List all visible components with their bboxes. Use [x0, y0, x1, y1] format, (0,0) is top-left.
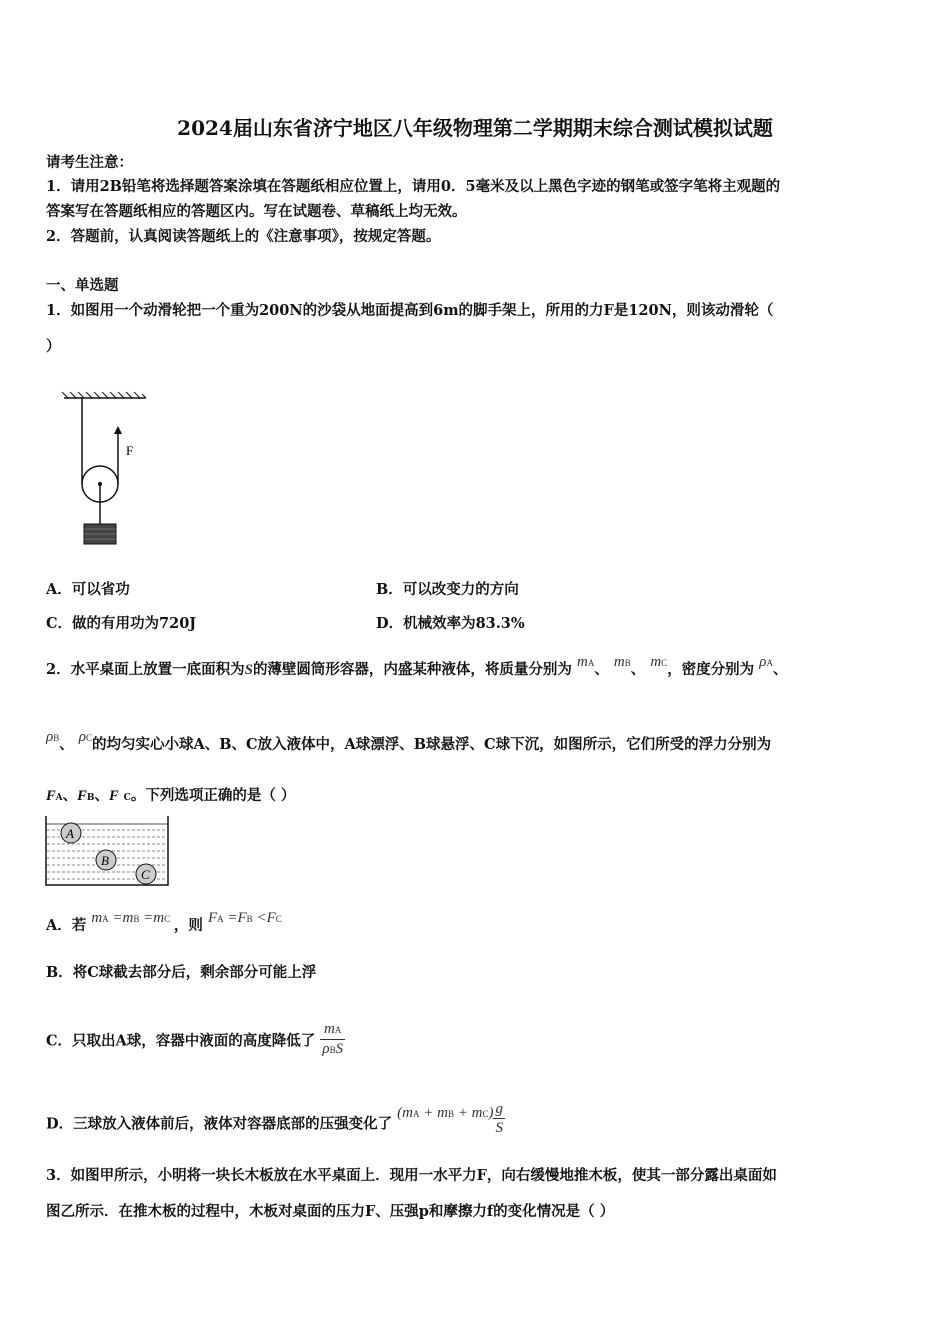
section-heading: 一、单选题: [46, 277, 119, 294]
q3-stem-line-1: 3．如图甲所示，小明将一块长木板放在水平桌面上．现用一水平力F，向右缓慢地推木板，使其一部分露出桌面如: [46, 1167, 777, 1184]
q1-option-d: D．机械效率为83.3%: [376, 615, 525, 632]
q2-stem-line-3: FA、FB、F C。下列选项正确的是（ ）: [46, 787, 296, 804]
q3-stem-line-2: 图乙所示．在推木板的过程中，木板对桌面的压力F、压强p和摩擦力f的变化情况是（ ）: [46, 1203, 615, 1220]
q2-stem-line-1: 2．水平桌面上放置一底面积为S的薄壁圆筒形容器，内盛某种液体，将质量分别为 mA、 mB、 mC，密度分别为 ρA、: [46, 654, 788, 678]
q2-option-c: C．只取出A球，容器中液面的高度降低了 $\frac{mA}{\text{ρBS}}$: [46, 1021, 344, 1057]
q1-stem-line-1: 1．如图用一个动滑轮把一个重为200N的沙袋从地面提高到6m的脚手架上，所用的力F是120N，则该动滑轮（: [46, 302, 774, 319]
q1-stem-line-2: ）: [46, 338, 61, 355]
notice-line-3: 2．答题前，认真阅读答题纸上的《注意事项》，按规定答题。: [46, 228, 441, 245]
notice-line-1: 1．请用2B铅笔将选择题答案涂填在答题纸相应位置上，请用0．5毫米及以上黑色字迹的钢笔或签字笔将主观题的: [46, 178, 781, 195]
q1-option-a: A．可以省功: [46, 581, 130, 598]
notice-heading: 请考生注意：: [46, 154, 133, 171]
ball-c-label: C: [141, 867, 150, 882]
q2-stem-line-2: ρB、 ρC的均匀实心小球A、B、C放入液体中，A球漂浮、B球悬浮、C球下沉，如图所示，它们所受的浮力分别为: [46, 729, 772, 753]
force-label: F: [126, 443, 134, 458]
q1-option-c: C．做的有用功为720J: [46, 615, 197, 632]
ball-b-label: B: [101, 853, 109, 868]
q2-option-b: B．将C球截去部分后，剩余部分可能上浮: [46, 964, 317, 981]
q2-option-a: A．若 mA =mB =mC ，则 FA =FB <FC: [46, 910, 282, 934]
page-title: 2024届山东省济宁地区八年级物理第二学期期末综合测试模拟试题: [177, 116, 773, 140]
container-figure: [44, 816, 172, 890]
pulley-figure: [60, 390, 160, 550]
notice-line-2: 答案写在答题纸相应的答题区内。写在试题卷、草稿纸上均无效。: [46, 203, 467, 220]
ball-a-label: A: [66, 826, 74, 841]
q2-option-d: D．三球放入液体前后，液体对容器底部的压强变化了 (mA + mB + mC) $\frac{g}{S}$: [46, 1101, 503, 1136]
q1-option-b: B．可以改变力的方向: [376, 581, 519, 598]
